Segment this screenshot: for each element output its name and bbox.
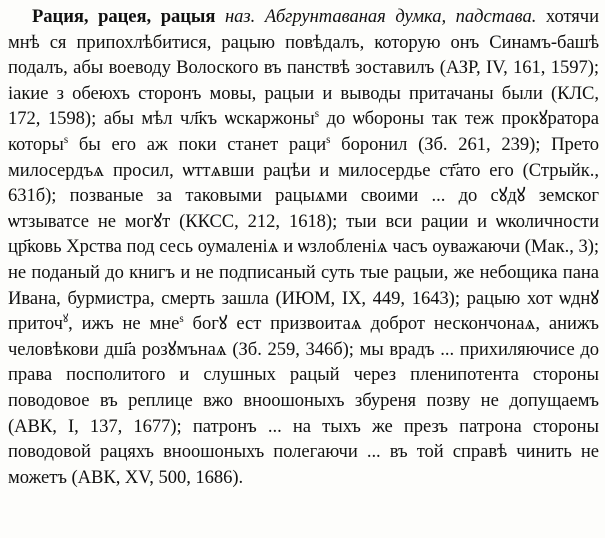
dictionary-entry — [8, 4, 599, 490]
superscript-letter: ѕ — [326, 133, 331, 146]
entry-text-segment: боронил (Зб. 261, 239); Прето милосердъѧ просил, ѡттѧвши рацѣи и милосердье ст҃ато его (Стрыйк., 631б); позваные за таковыми рацыѧми своими ... до сꙋдꙋ земског ѡтзыватсе не могꙋт (ККСС, 212, 1618); тыи вси рации и ѡколичности цр҃ковь Хрства под сесь оумаленiѧ и ѡзлобленiѧ часъ оуважаючи (Мак., 3); не поданый до книгъ и не подписаный суть тые рацыи, же небощика пана Ивана, бурмистра, смерть зашла (ИЮМ, IX, 449, 1643); рацыю хот ѡднꙋ приточ — [8, 133, 599, 335]
superscript-letter: ѕ — [63, 133, 69, 146]
entry-text-segment: богꙋ ест призвоитаѧ доброт нескончонаѧ, анижъ человѣкови дш҃а розꙋмънаѧ (Зб. 259, 346б); мы врадъ ... прихиляючисе до права посполитого и слушных рацый через пленипотента стороны поводовое въ реплице вжо вноошоныхъ збуреня позву не допущаемъ (АВК, I, 137, 1677); патронъ ... на тыхъ же презъ патрона стороны поводовой рацяхъ вноошоныхъ полегаючи ... въ той справѣ чинить не можетъ (АВК, XV, 500, 1686). — [8, 313, 599, 488]
entry-text-segment: , ижъ не мне — [68, 313, 180, 335]
superscript-letter: ꙋ — [62, 312, 69, 325]
entry-body — [8, 6, 599, 488]
superscript-letter: ѕ — [179, 312, 184, 325]
entry-text-segment: хотячи мнѣ ся припохлѣбитися, рацыю повѣдалъ, которую онъ Синамъ-башѣ подалъ, абы воеводу Волоского въ панствѣ зоставилъ (АЗР, IV, 161, 1597); iакие з обеюхъ сторонъ мовы, рацыи и выводы притачаны были (КЛС, 172, 1598); абы мѣл чл҃къ ѡскаржоны — [8, 6, 599, 130]
entry-headword: Рация, рацея, рацыя — [32, 6, 216, 27]
entry-gloss: наз. Абгрунтаваная думка, падстава. — [225, 6, 537, 27]
superscript-letter: ѕ — [314, 108, 320, 121]
entry-text-segment: бы его аж поки станет раци — [68, 133, 327, 155]
entry-text-segment: до ѡбороны так теж прокꙋратора которы — [8, 108, 599, 155]
